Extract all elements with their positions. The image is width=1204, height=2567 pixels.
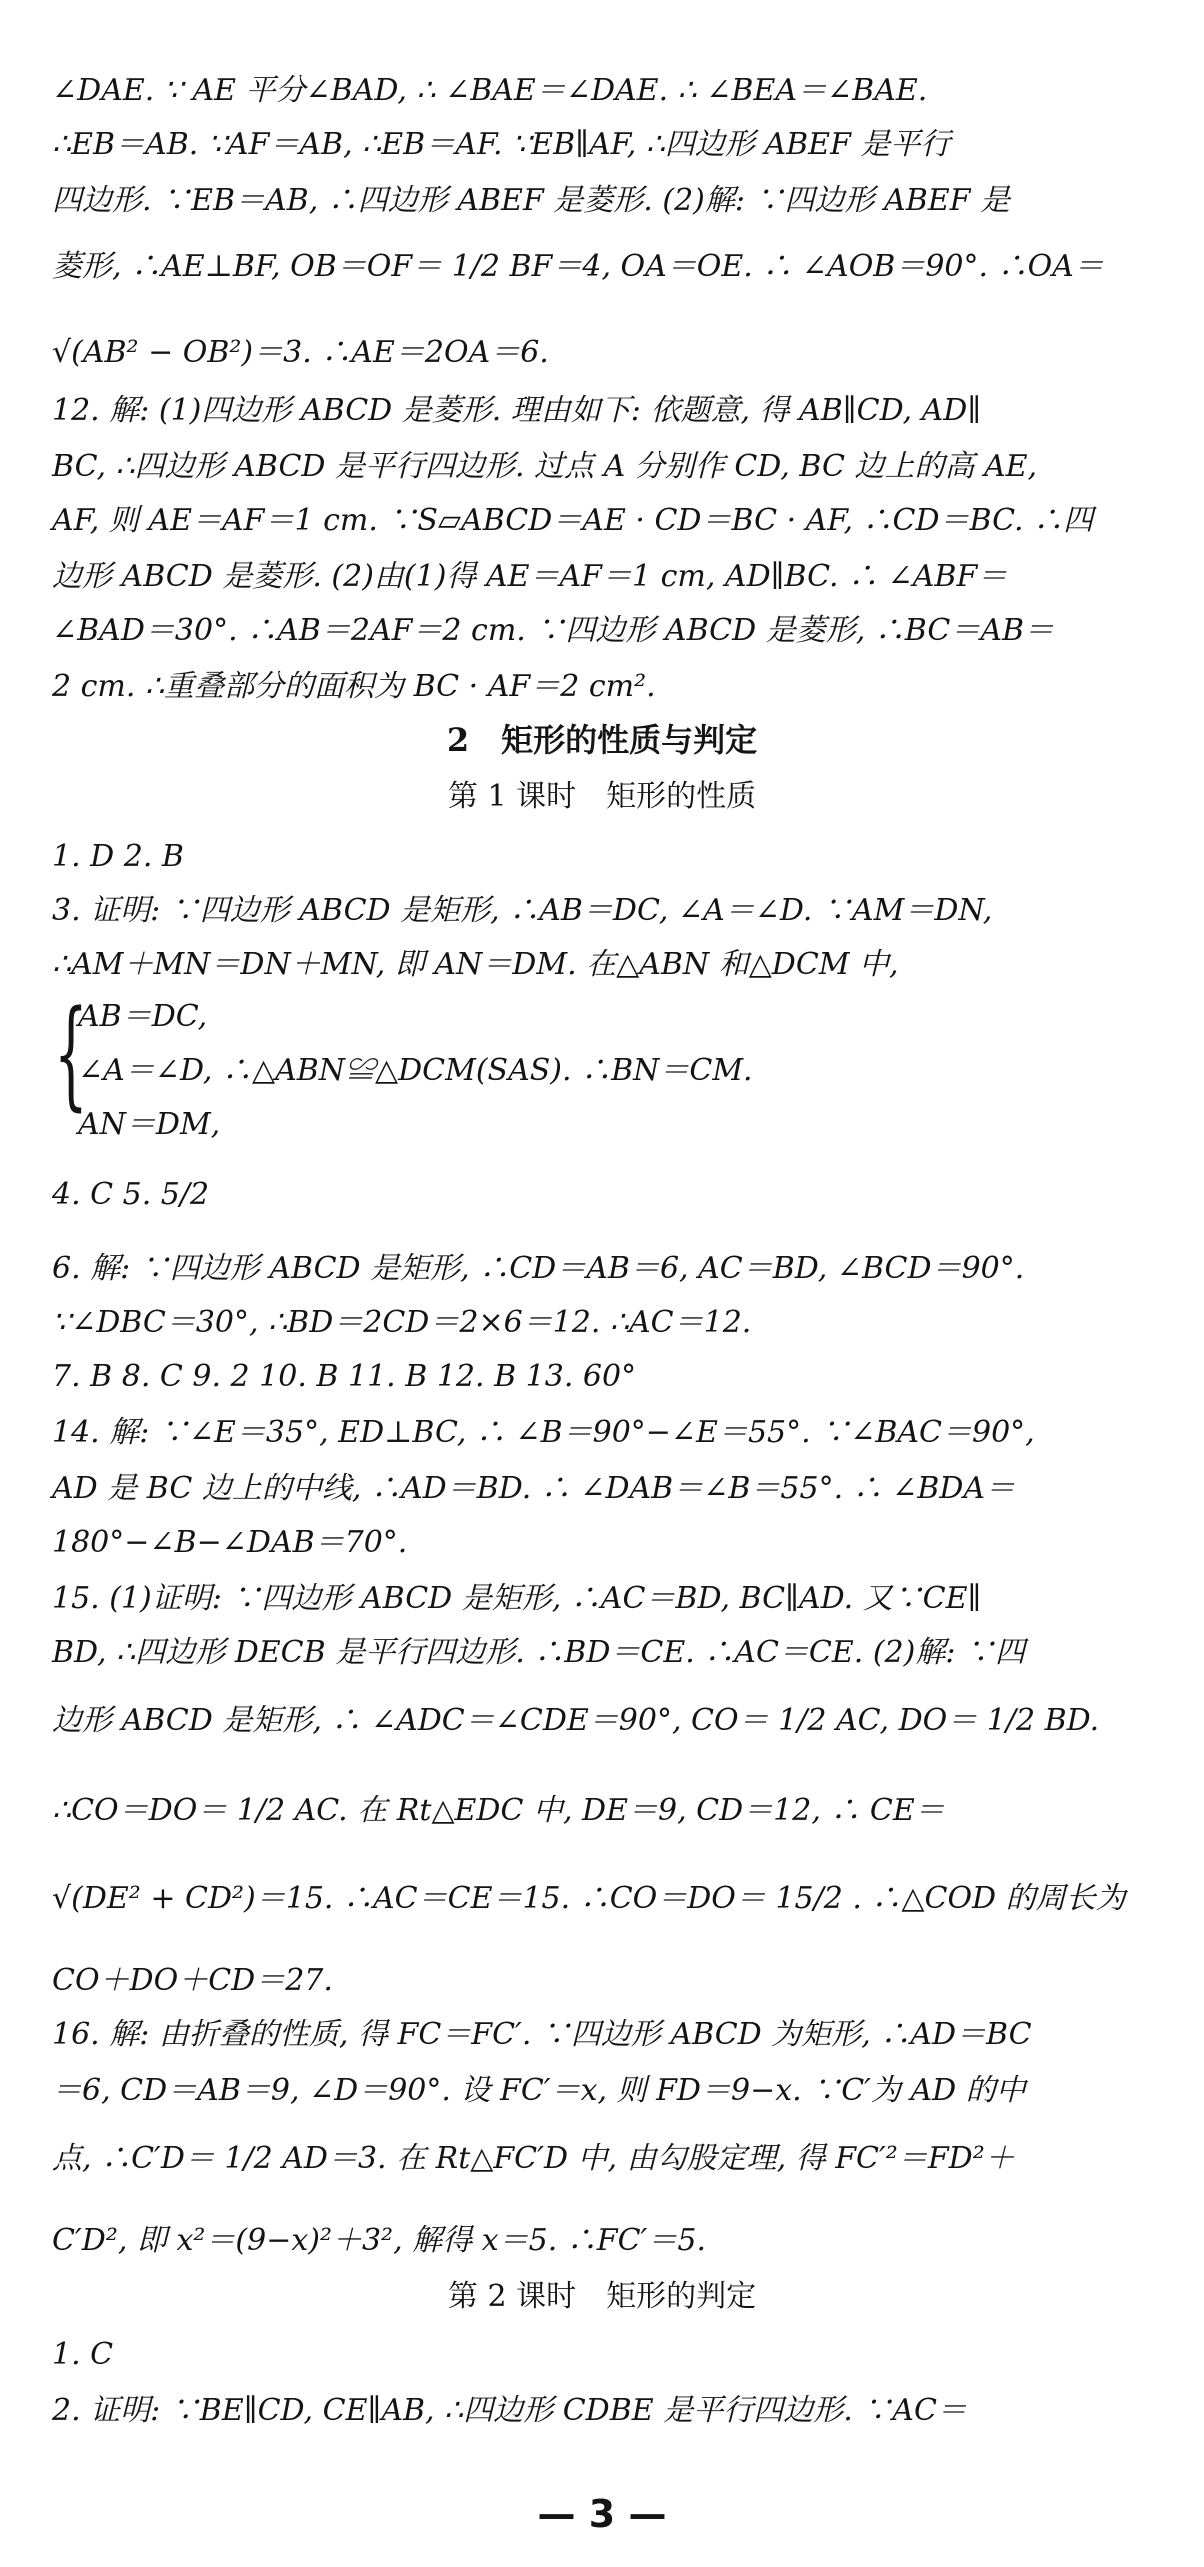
text-line: ∴AM＋MN＝DN＋MN, 即 AN＝DM. 在△ABN 和△DCM 中, [52,947,899,982]
text-line: ∴EB＝AB. ∵AF＝AB, ∴EB＝AF. ∵EB∥AF, ∴四边形 ABEF 是平行 [52,127,951,162]
lesson-title: 第 2 课时 矩形的判定 [447,2279,757,2314]
text-line: 2. 证明: ∵BE∥CD, CE∥AB, ∴四边形 CDBE 是平行四边形. ∵AC＝ [52,2393,967,2428]
text-line: 边形 ABCD 是菱形. (2)由(1)得 AE＝AF＝1 cm, AD∥BC. ∴ ∠ABF＝ [52,559,1008,594]
text-line: ∴CO＝DO＝ 1/2 AC. 在 Rt△EDC 中, DE＝9, CD＝12, ∴ CE＝ [52,1793,945,1828]
system-line: AB＝DC, [78,999,208,1034]
text-line: 3. 证明: ∵四边形 ABCD 是矩形, ∴AB＝DC, ∠A＝∠D. ∵AM＝DN, [52,893,993,928]
text-line: 2 cm. ∴重叠部分的面积为 BC · AF＝2 cm². [52,669,656,704]
text-line: ∠BAD＝30°. ∴AB＝2AF＝2 cm. ∵四边形 ABCD 是菱形, ∴BC＝AB＝ [52,613,1055,648]
text-line: BD, ∴四边形 DECB 是平行四边形. ∴BD＝CE. ∴AC＝CE. (2)解: ∵四 [52,1635,1025,1670]
text-line: 180°−∠B−∠DAB＝70°. [52,1525,408,1560]
text-line: 15. (1)证明: ∵四边形 ABCD 是矩形, ∴AC＝BD, BC∥AD. 又∵CE∥ [52,1581,982,1616]
text-line: AF, 则 AE＝AF＝1 cm. ∵S▱ABCD＝AE · CD＝BC · AF, ∴CD＝BC. ∴四 [52,503,1094,538]
text-line: BC, ∴四边形 ABCD 是平行四边形. 过点 A 分别作 CD, BC 边上的高 AE, [52,449,1038,484]
text-line: C′D², 即 x²＝(9−x)²＋3², 解得 x＝5. ∴FC′＝5. [52,2223,706,2258]
text-line: 四边形. ∵EB＝AB, ∴四边形 ABEF 是菱形. (2)解: ∵四边形 ABEF 是 [52,183,1011,218]
text-line: 边形 ABCD 是矩形, ∴ ∠ADC＝∠CDE＝90°, CO＝ 1/2 AC, DO＝ 1/2 BD. [52,1703,1100,1738]
section-title: 2 矩形的性质与判定 [446,721,758,759]
text-line: 1. C [52,2337,114,2372]
lesson-title: 第 1 课时 矩形的性质 [447,779,757,814]
text-line: 1. D 2. B [52,839,184,874]
text-line: √(DE² + CD²)＝15. ∴AC＝CE＝15. ∴CO＝DO＝ 15/2 . ∴△COD 的周长为 [52,1881,1126,1916]
text-line: AD 是 BC 边上的中线, ∴AD＝BD. ∴ ∠DAB＝∠B＝55°. ∴ ∠BDA＝ [52,1471,1016,1506]
text-line: ∠DAE. ∵ AE 平分∠BAD, ∴ ∠BAE＝∠DAE. ∴ ∠BEA＝∠BAE. [52,73,928,108]
system-brace: { [54,984,88,1122]
text-line: 4. C 5. 5/2 [52,1177,210,1212]
system-line: AN＝DM, [78,1107,221,1142]
text-line: ∵∠DBC＝30°, ∴BD＝2CD＝2×6＝12. ∴AC＝12. [52,1305,752,1340]
text-line: 菱形, ∴AE⊥BF, OB＝OF＝ 1/2 BF＝4, OA＝OE. ∴ ∠AOB＝90°. ∴OA＝ [52,249,1104,284]
page-number: — 3 — [537,2492,667,2536]
text-line: 6. 解: ∵四边形 ABCD 是矩形, ∴CD＝AB＝6, AC＝BD, ∠BCD＝90°. [52,1251,1025,1286]
text-line: 16. 解: 由折叠的性质, 得 FC＝FC′. ∵四边形 ABCD 为矩形, ∴AD＝BC [52,2017,1032,2052]
system-line: ∠A＝∠D, ∴△ABN≌△DCM(SAS). ∴BN＝CM. [78,1053,753,1088]
text-line: 14. 解: ∵∠E＝35°, ED⊥BC, ∴ ∠B＝90°−∠E＝55°. ∵∠BAC＝90°, [52,1415,1035,1450]
text-line: 12. 解: (1)四边形 ABCD 是菱形. 理由如下: 依题意, 得 AB∥CD, AD∥ [52,393,982,428]
text-line: 7. B 8. C 9. 2 10. B 11. B 12. B 13. 60° [52,1359,637,1394]
text-line: √(AB² − OB²)＝3. ∴AE＝2OA＝6. [52,335,549,370]
text-line: 点, ∴C′D＝ 1/2 AD＝3. 在 Rt△FC′D 中, 由勾股定理, 得 FC′²＝FD²＋ [52,2141,1015,2176]
text-line: ＝6, CD＝AB＝9, ∠D＝90°. 设 FC′＝x, 则 FD＝9−x. ∵C′为 AD 的中 [52,2073,1026,2108]
text-line: CO＋DO＋CD＝27. [52,1963,333,1998]
